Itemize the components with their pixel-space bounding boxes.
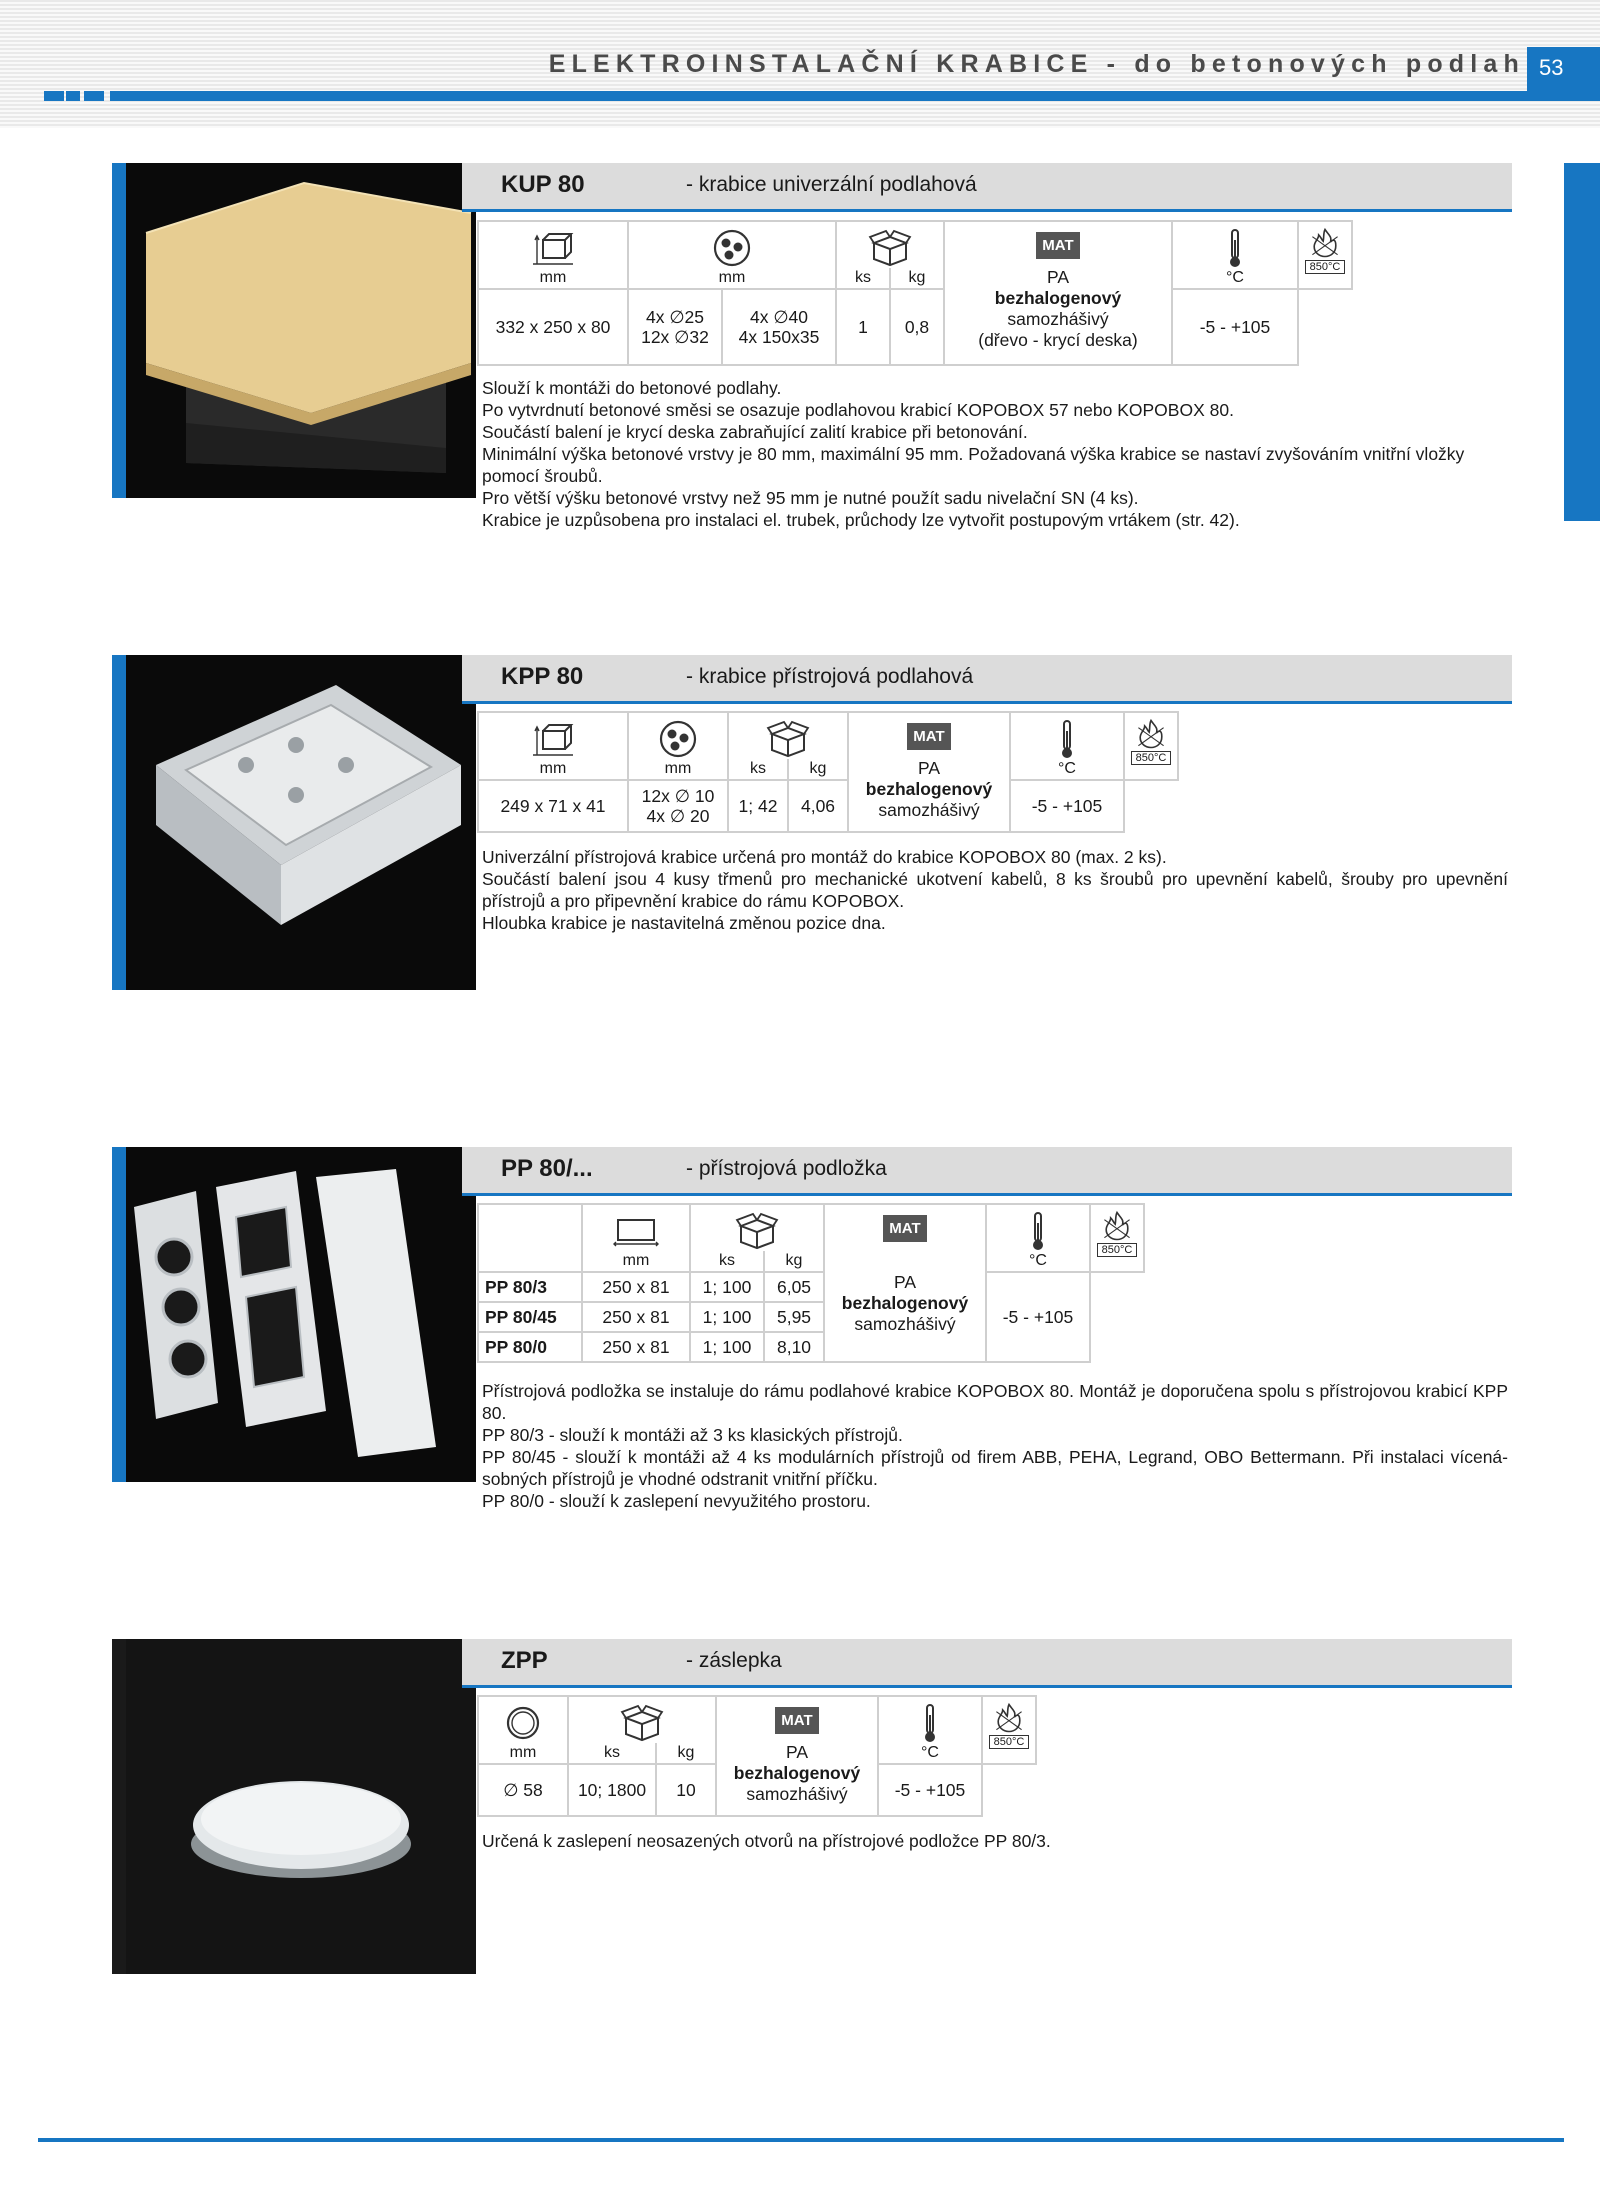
material-mat-icon: MAT <box>775 1707 818 1734</box>
description-pp80 <box>482 1380 1508 1512</box>
ks-value: 1; 42 <box>728 780 788 832</box>
fire-label: 850°C <box>1097 1243 1137 1257</box>
flame-850-icon <box>991 1701 1027 1735</box>
description-line: PP 80/3 - slouží k montáži až 3 ks klasických přístrojů. <box>482 1425 903 1445</box>
kg-value: 6,05 <box>764 1272 824 1302</box>
unit-mm: mm <box>582 1251 690 1272</box>
product-title: - krabice univerzální podlahová <box>686 173 977 196</box>
empty-cell <box>982 1764 1036 1816</box>
fire-cell <box>982 1696 1036 1764</box>
dimensions-value: 250 x 81 <box>582 1302 690 1332</box>
dimensions-value: ∅ 58 <box>478 1764 568 1816</box>
dimensions-value: 250 x 81 <box>582 1272 690 1302</box>
dimensions-value: 332 x 250 x 80 <box>478 289 628 365</box>
thermometer-icon <box>918 1703 942 1743</box>
page-title: ELEKTROINSTALAČNÍ KRABICE - do betonových podlah <box>548 50 1525 78</box>
material-cell <box>944 221 1172 365</box>
package-box-icon <box>735 1212 779 1250</box>
flame-850-icon <box>1133 717 1169 751</box>
product-photo-kpp80 <box>112 655 476 990</box>
spec-table-kpp80 <box>477 711 1179 833</box>
temperature-value: -5 - +105 <box>878 1764 982 1816</box>
unit-mm: mm <box>478 268 628 289</box>
dimensions-value: 250 x 81 <box>582 1332 690 1362</box>
header-square <box>84 91 104 101</box>
product-title: - přístrojová podložka <box>686 1157 887 1180</box>
unit-ks: ks <box>728 759 788 780</box>
description-line: Krabice je uzpůsobena pro instalaci el. trubek, průchody lze vytvořit postupovým vrtákem (str. 42). <box>482 510 1240 530</box>
spec-table-zpp <box>477 1695 1037 1817</box>
description-line: Určená k zaslepení neosazených otvorů na přístrojové podložce PP 80/3. <box>482 1831 1051 1851</box>
temperature-value: -5 - +105 <box>1172 289 1298 365</box>
flame-850-icon <box>1099 1209 1135 1243</box>
fire-cell <box>1124 712 1178 780</box>
package-cell <box>690 1204 824 1251</box>
material-cell <box>716 1696 878 1816</box>
unit-kg: kg <box>890 268 944 289</box>
description-line: PP 80/0 - slouží k zaslepení nevyužitého prostoru. <box>482 1491 871 1511</box>
kpp80-illustration <box>126 655 476 990</box>
material-line: PA <box>893 1272 917 1292</box>
material-mat-icon: MAT <box>1036 232 1079 259</box>
header-square <box>44 91 64 101</box>
thermometer-icon <box>1026 1211 1050 1251</box>
holes-cell <box>628 221 836 268</box>
description-line: Součástí balení je krycí deska zabraňující zalití krabice při betonování. <box>482 422 1028 442</box>
package-cell <box>728 712 848 759</box>
spec-table-kup80 <box>477 220 1353 366</box>
temperature-cell <box>1172 221 1298 268</box>
dimensions-cell <box>478 221 628 268</box>
row-name: PP 80/45 <box>478 1302 582 1332</box>
material-cell <box>848 712 1010 832</box>
header-square <box>66 91 80 101</box>
description-line: PP 80/45 - slouží k montáži až 4 ks modulárních přístrojů od firem ABB, PEHA, Legrand, OBO Bettermann. Při instalaci vícená-sobných přístrojů je vhodné odstranit vnitřní příčku. <box>482 1447 1508 1489</box>
ks-value: 1; 100 <box>690 1272 764 1302</box>
ks-value: 1; 100 <box>690 1332 764 1362</box>
material-line: bezhalogenový <box>733 1763 861 1783</box>
knockout-holes-icon <box>710 228 754 268</box>
package-box-icon <box>868 229 912 267</box>
titlebar-kpp80 <box>462 655 1512 704</box>
footer-line <box>38 2138 1564 2142</box>
knockout-holes-icon <box>656 719 700 759</box>
fire-cell <box>1298 221 1352 289</box>
unit-kg: kg <box>764 1251 824 1272</box>
fire-label: 850°C <box>1305 260 1345 274</box>
page-number: 53 <box>1527 47 1600 91</box>
temperature-cell <box>878 1696 982 1743</box>
material-line: PA <box>917 758 941 778</box>
description-line: Slouží k montáži do betonové podlahy. <box>482 378 782 398</box>
unit-celsius: °C <box>878 1743 982 1764</box>
material-line: PA <box>1046 267 1070 287</box>
flame-850-icon <box>1307 226 1343 260</box>
unit-ks: ks <box>568 1743 656 1764</box>
spec-table-pp80 <box>477 1203 1145 1363</box>
material-line: bezhalogenový <box>994 288 1122 308</box>
box-dimension-icon <box>612 1214 660 1248</box>
package-box-icon <box>620 1704 664 1742</box>
temperature-value: -5 - +105 <box>986 1272 1090 1362</box>
row-name: PP 80/0 <box>478 1332 582 1362</box>
material-line: (dřevo - krycí deska) <box>978 330 1138 350</box>
unit-celsius: °C <box>986 1251 1090 1272</box>
material-line: bezhalogenový <box>865 779 993 799</box>
dimensions-cell <box>478 712 628 759</box>
holes-value: 4x ∅25 12x ∅32 <box>628 289 722 365</box>
holes-value: 4x ∅40 4x 150x35 <box>722 289 836 365</box>
product-code: PP 80/... <box>501 1155 593 1182</box>
kg-value: 8,10 <box>764 1332 824 1362</box>
product-code: KPP 80 <box>501 663 584 690</box>
material-line: samozhášivý <box>878 800 980 820</box>
product-title: - záslepka <box>686 1649 782 1672</box>
kg-value: 10 <box>656 1764 716 1816</box>
product-photo-kup80 <box>112 163 476 498</box>
thermometer-icon <box>1055 719 1079 759</box>
description-line: Minimální výška betonové vrstvy je 80 mm, maximální 95 mm. Požadovaná výška krabice se nastaví zvyšováním vnitřní vložky pomocí šroubů. <box>482 444 1465 486</box>
holes-value: 12x ∅ 10 4x ∅ 20 <box>628 780 728 832</box>
material-line: bezhalogenový <box>841 1293 969 1313</box>
thermometer-icon <box>1223 228 1247 268</box>
material-line: samozhášivý <box>746 1784 848 1804</box>
unit-mm: mm <box>628 759 728 780</box>
unit-kg: kg <box>656 1743 716 1764</box>
unit-kg: kg <box>788 759 848 780</box>
diameter-icon <box>503 1705 543 1741</box>
unit-ks: ks <box>690 1251 764 1272</box>
temperature-value: -5 - +105 <box>1010 780 1124 832</box>
package-box-icon <box>766 720 810 758</box>
material-line: PA <box>785 1742 809 1762</box>
description-line: Pro větší výšku betonové vrstvy než 95 mm je nutné použít sadu nivelační SN (4 ks). <box>482 488 1139 508</box>
header-bar <box>110 91 1600 101</box>
ks-value: 1; 100 <box>690 1302 764 1332</box>
description-kup80 <box>482 377 1508 531</box>
package-cell <box>568 1696 716 1743</box>
product-photo-pp80 <box>112 1147 476 1482</box>
fire-label: 850°C <box>1131 751 1171 765</box>
description-line: Hloubka krabice je nastavitelná změnou pozice dna. <box>482 913 886 933</box>
temperature-cell <box>1010 712 1124 759</box>
dimensions-value: 249 x 71 x 41 <box>478 780 628 832</box>
material-line: samozhášivý <box>854 1314 956 1334</box>
temperature-cell <box>986 1204 1090 1251</box>
description-zpp <box>482 1830 1508 1852</box>
fire-label: 850°C <box>989 1735 1029 1749</box>
name-header-cell <box>478 1204 582 1251</box>
unit-mm: mm <box>628 268 836 289</box>
section-tab <box>1564 163 1600 521</box>
unit-mm: mm <box>478 759 628 780</box>
kg-value: 0,8 <box>890 289 944 365</box>
product-title: - krabice přístrojová podlahová <box>686 665 974 688</box>
dimensions-cell <box>478 1696 568 1743</box>
row-name: PP 80/3 <box>478 1272 582 1302</box>
material-cell <box>824 1204 986 1362</box>
material-mat-icon: MAT <box>883 1215 926 1242</box>
box-dimension-icon <box>531 721 575 757</box>
unit-empty <box>478 1251 582 1272</box>
ks-value: 1 <box>836 289 890 365</box>
description-kpp80 <box>482 846 1508 934</box>
box-dimension-icon <box>531 230 575 266</box>
empty-cell <box>1090 1272 1144 1362</box>
material-line: samozhášivý <box>1007 309 1109 329</box>
material-mat-icon: MAT <box>907 723 950 750</box>
unit-celsius: °C <box>1010 759 1124 780</box>
package-cell <box>836 221 944 268</box>
holes-cell <box>628 712 728 759</box>
description-line: Přístrojová podložka se instaluje do rámu podlahové krabice KOPOBOX 80. Montáž je doporučena spolu s přístrojovou krabicí KPP 80. <box>482 1381 1508 1423</box>
titlebar-pp80 <box>462 1147 1512 1196</box>
description-line: Součástí balení jsou 4 kusy třmenů pro mechanické ukotvení kabelů, 8 ks šroubů pro upevnění kabelů, šrouby pro upevnění přístrojů a pro připevnění krabice do rámu KOPOBOX. <box>482 869 1508 911</box>
kg-value: 5,95 <box>764 1302 824 1332</box>
fire-cell <box>1090 1204 1144 1272</box>
unit-ks: ks <box>836 268 890 289</box>
product-code: ZPP <box>501 1647 548 1674</box>
ks-value: 10; 1800 <box>568 1764 656 1816</box>
unit-mm: mm <box>478 1743 568 1764</box>
dimensions-cell <box>582 1204 690 1251</box>
unit-celsius: °C <box>1172 268 1298 289</box>
description-line: Po vytvrdnutí betonové směsi se osazuje podlahovou krabicí KOPOBOX 57 nebo KOPOBOX 80. <box>482 400 1234 420</box>
kup80-illustration <box>126 163 476 498</box>
product-code: KUP 80 <box>501 171 585 198</box>
product-photo-zpp <box>112 1639 476 1974</box>
empty-cell <box>1298 289 1352 365</box>
titlebar-zpp <box>462 1639 1512 1688</box>
kg-value: 4,06 <box>788 780 848 832</box>
pp80-illustration <box>126 1147 476 1482</box>
description-line: Univerzální přístrojová krabice určená pro montáž do krabice KOPOBOX 80 (max. 2 ks). <box>482 847 1167 867</box>
empty-cell <box>1124 780 1178 832</box>
zpp-illustration <box>126 1639 476 1974</box>
titlebar-kup80 <box>462 163 1512 212</box>
